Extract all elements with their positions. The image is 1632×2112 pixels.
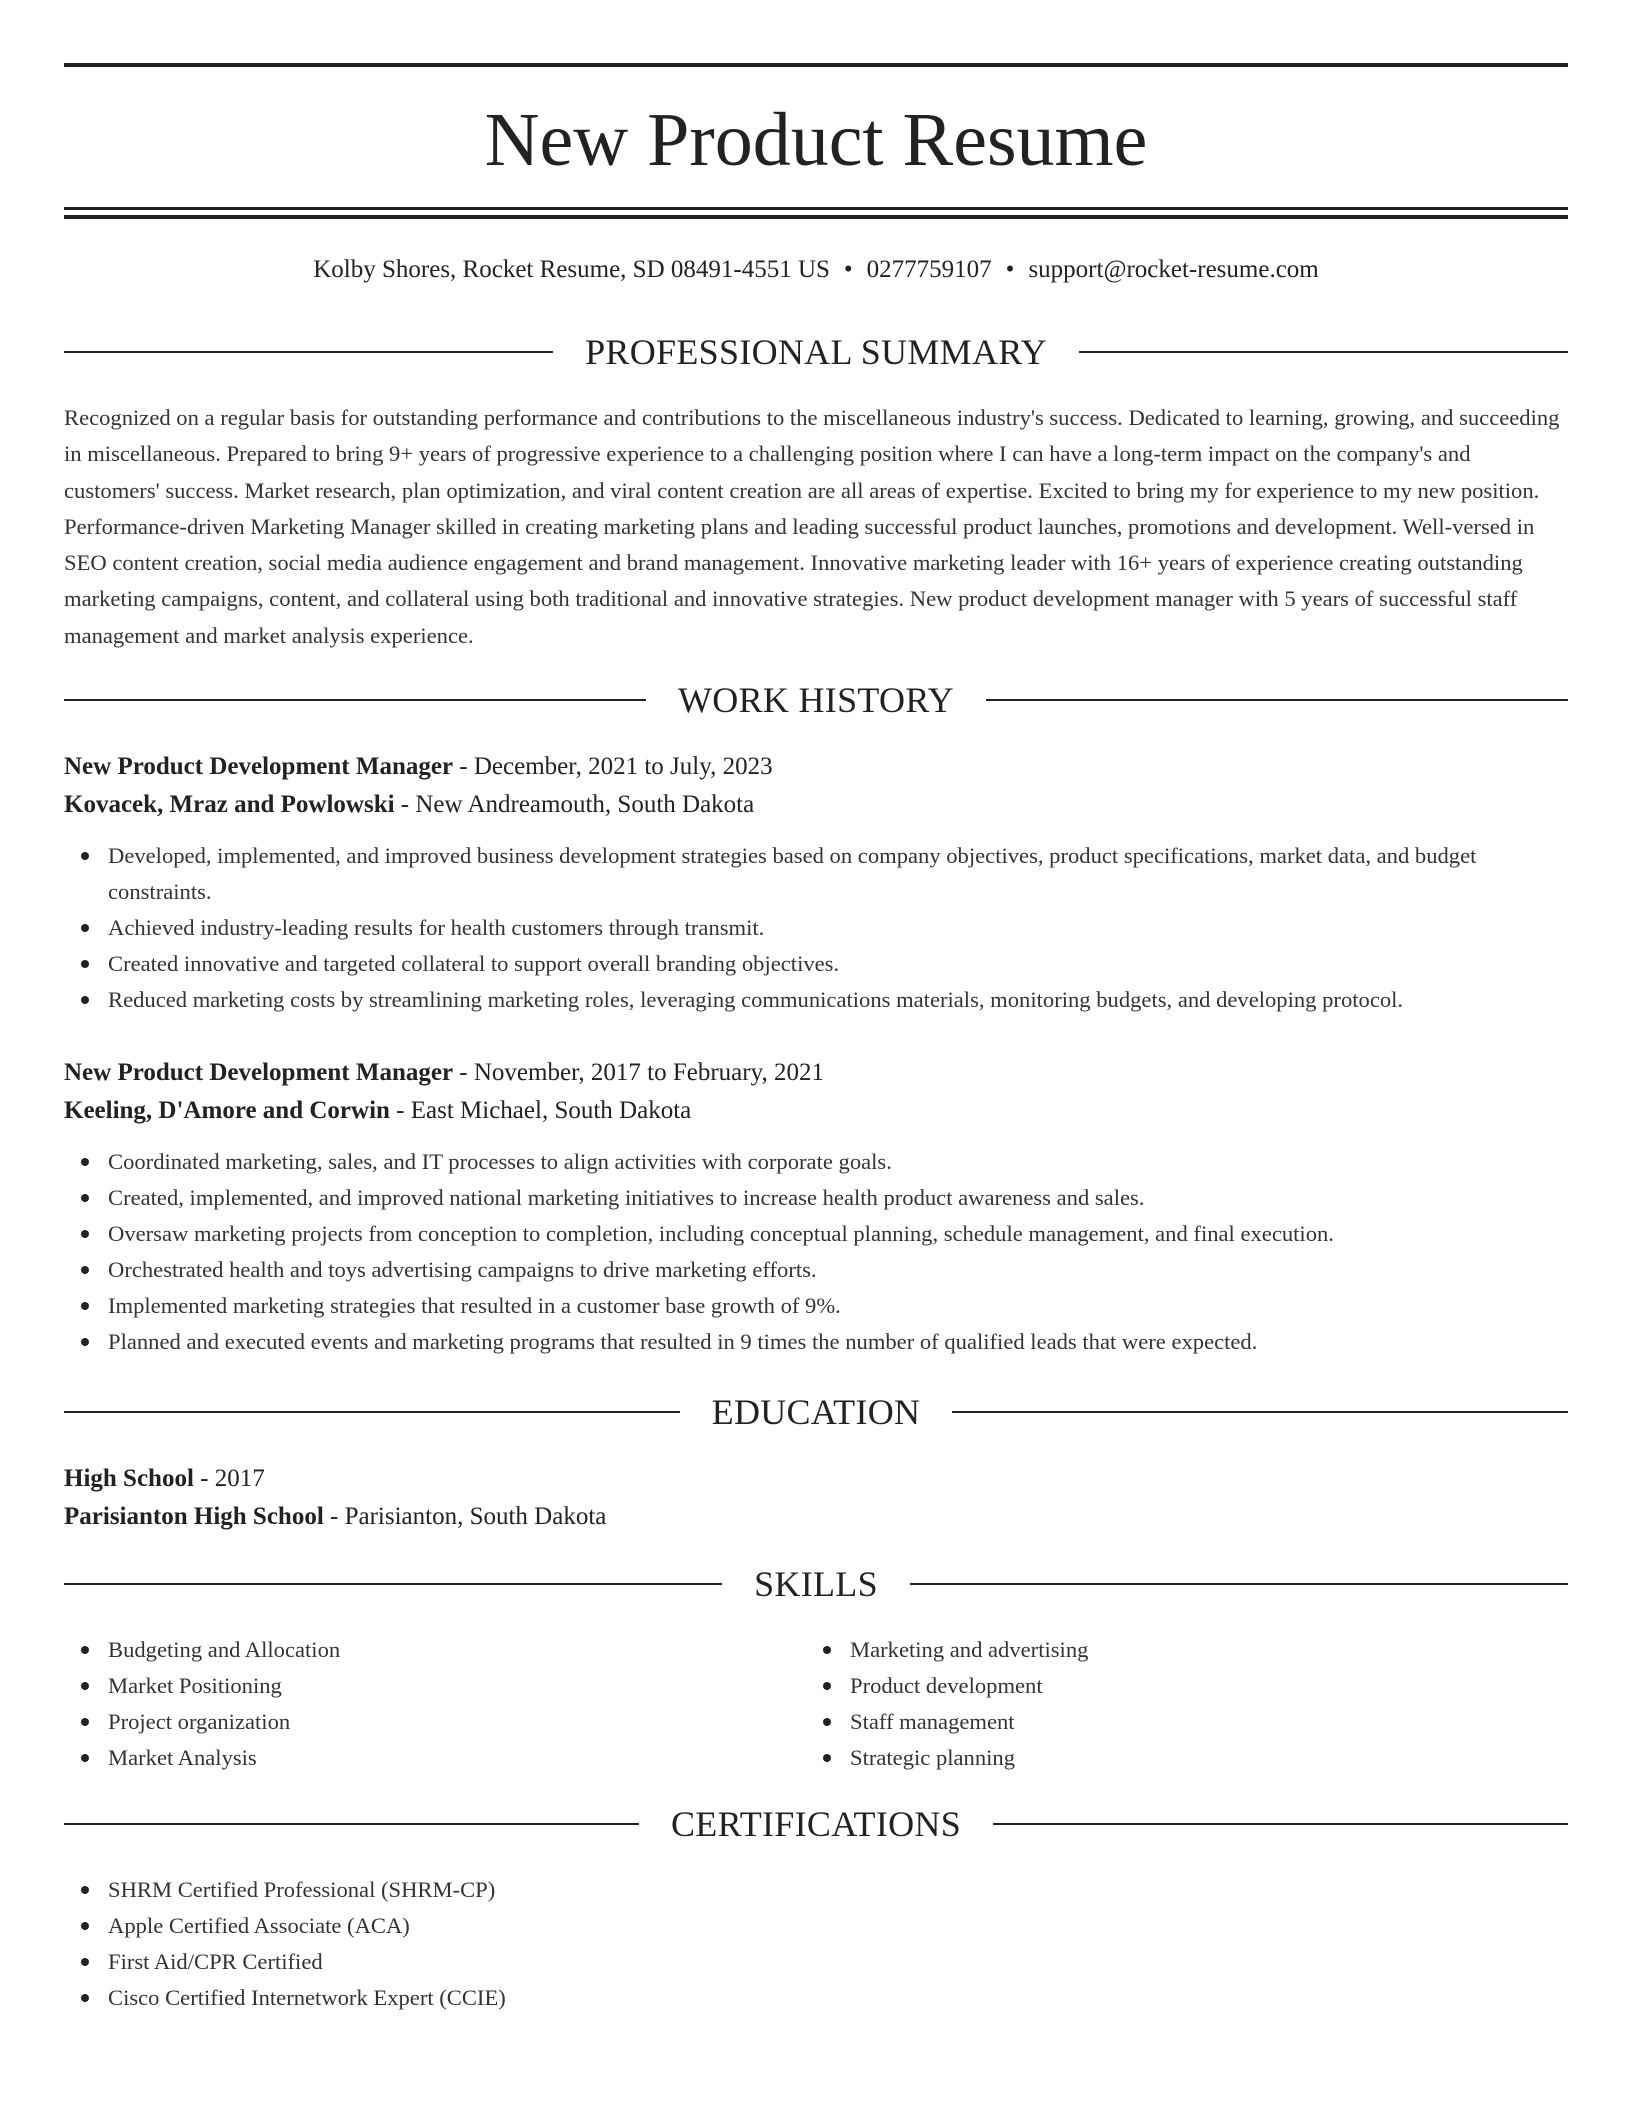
list-item: Cisco Certified Internetwork Expert (CCIE) <box>64 1980 1568 2016</box>
list-item: First Aid/CPR Certified <box>64 1944 1568 1980</box>
heading-rule <box>64 1823 639 1825</box>
section-heading-skills <box>64 1564 1568 1604</box>
job-entry <box>64 1054 1568 1360</box>
job-bullets <box>64 838 1568 1018</box>
contact-address: Kolby Shores, Rocket Resume, SD 08491-4551 US <box>313 256 830 283</box>
education-entry <box>64 1460 1568 1536</box>
job-company: Keeling, D'Amore and Corwin <box>64 1097 390 1124</box>
heading-rule <box>986 699 1568 701</box>
job-title-line <box>64 1054 1568 1092</box>
top-rule <box>64 63 1568 67</box>
job-dates: - December, 2021 to July, 2023 <box>453 753 773 780</box>
heading-rule <box>993 1823 1568 1825</box>
job-company: Kovacek, Mraz and Powlowski <box>64 791 395 818</box>
degree-line <box>64 1460 1568 1498</box>
section-title: EDUCATION <box>711 1392 921 1432</box>
list-item: Reduced marketing costs by streamlining marketing roles, leveraging communications materials, monitoring budgets, and developing protocol. <box>64 982 1568 1018</box>
list-item: Marketing and advertising <box>806 1632 1526 1668</box>
job-dates: - November, 2017 to February, 2021 <box>453 1059 824 1086</box>
contact-line <box>64 254 1568 286</box>
section-title: SKILLS <box>754 1564 878 1604</box>
list-item: Strategic planning <box>806 1740 1526 1776</box>
job-location: - New Andreamouth, South Dakota <box>394 791 755 818</box>
job-location: - East Michael, South Dakota <box>389 1097 692 1124</box>
list-item: Budgeting and Allocation <box>64 1632 784 1668</box>
list-item: Coordinated marketing, sales, and IT processes to align activities with corporate goals. <box>64 1144 1568 1180</box>
section-heading-education <box>64 1392 1568 1432</box>
skills-list <box>64 1632 784 1776</box>
list-item: Staff management <box>806 1704 1526 1740</box>
list-item: SHRM Certified Professional (SHRM-CP) <box>64 1872 1568 1908</box>
section-title: CERTIFICATIONS <box>670 1804 962 1844</box>
list-item: Created innovative and targeted collateral to support overall branding objectives. <box>64 946 1568 982</box>
list-item: Project organization <box>64 1704 784 1740</box>
job-company-line <box>64 1092 1568 1130</box>
skills-column-left <box>64 1632 784 1776</box>
heading-rule <box>64 1411 680 1413</box>
list-item: Achieved industry-leading results for health customers through transmit. <box>64 910 1568 946</box>
job-title-line <box>64 748 1568 786</box>
list-item: Market Analysis <box>64 1740 784 1776</box>
school-name: Parisianton High School <box>64 1503 324 1530</box>
section-heading-work <box>64 680 1568 720</box>
skills-column-right <box>806 1632 1526 1776</box>
job-title: New Product Development Manager <box>64 753 454 780</box>
resume-title: New Product Resume <box>484 98 1148 182</box>
certifications-block <box>64 1872 1568 2016</box>
job-title: New Product Development Manager <box>64 1059 454 1086</box>
job-company-line <box>64 786 1568 824</box>
certifications-list <box>64 1872 1568 2016</box>
list-item: Apple Certified Associate (ACA) <box>64 1908 1568 1944</box>
contact-separator: • <box>1005 256 1015 283</box>
list-item: Market Positioning <box>64 1668 784 1704</box>
list-item: Developed, implemented, and improved business development strategies based on company objectives, product specifications, market data, and budget constraints. <box>64 838 1568 910</box>
contact-email: support@rocket-resume.com <box>1028 256 1319 283</box>
list-item: Orchestrated health and toys advertising campaigns to drive marketing efforts. <box>64 1252 1568 1288</box>
list-item: Product development <box>806 1668 1526 1704</box>
section-title: PROFESSIONAL SUMMARY <box>585 332 1047 372</box>
title-rule-upper <box>64 207 1568 210</box>
heading-rule <box>64 351 553 353</box>
list-item: Created, implemented, and improved national marketing initiatives to increase health product awareness and sales. <box>64 1180 1568 1216</box>
list-item: Planned and executed events and marketing programs that resulted in 9 times the number of qualified leads that were expected. <box>64 1324 1568 1360</box>
section-heading-summary <box>64 332 1568 372</box>
title-rule-lower <box>64 215 1568 219</box>
heading-rule <box>910 1583 1568 1585</box>
job-bullets <box>64 1144 1568 1360</box>
school-location: - Parisianton, South Dakota <box>323 1503 607 1530</box>
list-item: Implemented marketing strategies that resulted in a customer base growth of 9%. <box>64 1288 1568 1324</box>
job-entry <box>64 748 1568 1018</box>
heading-rule <box>64 1583 722 1585</box>
degree: High School <box>64 1465 194 1492</box>
heading-rule <box>952 1411 1568 1413</box>
section-title: WORK HISTORY <box>678 680 954 720</box>
heading-rule <box>1079 351 1568 353</box>
summary-text: Recognized on a regular basis for outstanding performance and contributions to the miscellaneous industry's success. Dedicated to learning, growing, and succeeding in miscellaneous. Prepared to bring 9+ years of progressive experience to a challenging position where I can have a long-term impact on the company's and customers' success. Market research, plan optimization, and viral content creation are all areas of expertise. Excited to bring my for experience to my new position. Performance-driven Marketing Manager skilled in creating marketing plans and leading successful product launches, promotions and development. Well-versed in SEO content creation, social media audience engagement and brand management. Innovative marketing leader with 16+ years of experience creating outstanding marketing campaigns, content, and collateral using both traditional and innovative strategies. New product development manager with 5 years of successful staff management and market analysis experience. <box>64 405 1560 648</box>
contact-separator: • <box>843 256 853 283</box>
section-heading-certifications <box>64 1804 1568 1844</box>
degree-year: - 2017 <box>193 1465 265 1492</box>
list-item: Oversaw marketing projects from conception to completion, including conceptual planning, schedule management, and final execution. <box>64 1216 1568 1252</box>
contact-phone: 0277759107 <box>866 256 992 283</box>
heading-rule <box>64 699 646 701</box>
school-line <box>64 1498 1568 1536</box>
skills-list <box>806 1632 1526 1776</box>
